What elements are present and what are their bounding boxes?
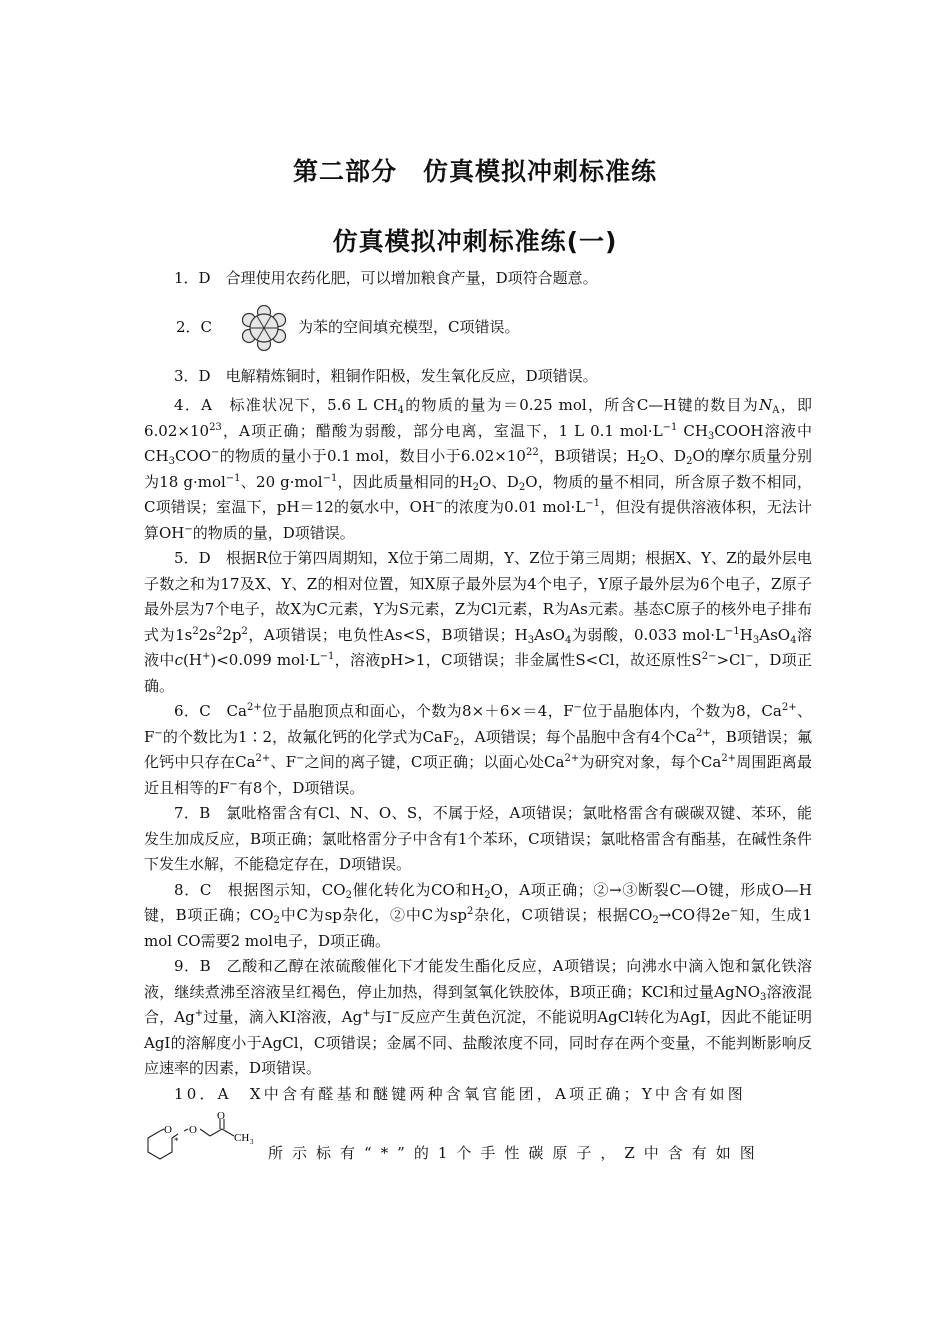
svg-text:*: * xyxy=(174,1136,179,1146)
benzene-space-filling-model-icon xyxy=(240,305,288,351)
svg-text:O: O xyxy=(217,1111,225,1122)
answer-q2-text: 为苯的空间填充模型，C项错误。 xyxy=(298,317,520,336)
answer-q2-number: 2．C xyxy=(176,317,213,336)
answer-q6: 6．C $Ca^{2+}$位于晶胞顶点和面心，个数为8×＋6×＝4，F−位于晶胞体内，个数为8，$Ca^{2+}$、F−的个数比为1∶2，故氟化钙的化学式为CaF$_2$，A项错误；每个晶胞中含有4个$Ca^{2+}$，B项错误；氟化钙中只存在$Ca^{2+}$、F−之间的离子键，C项正确；以面心处$Ca^{2+}$为研究对象，每个$Ca^{2+}$周围距离最近且相等的F−有8个，D项错误。 xyxy=(144,702,812,797)
svg-text:O: O xyxy=(164,1124,172,1136)
answer-q10-head: 10．A X中含有醛基和醚键两种含氧官能团，A项正确；Y中含有如图 xyxy=(174,1084,746,1103)
answer-q5: 5．D 根据R位于第四周期知，X位于第二周期，Y、Z位于第三周期；根据X、Y、Z的最外层电子数之和为17及X、Y、Z的相对位置，知X原子最外层为4个电子，Y原子最外层为6个电子，Z原子最外层为7个电子，故X为C元素，Y为S元素，Z为Cl元素，R为As元素。基态C原子的核外电子排布式为$1s^22s^22p^2$，A项错误；电负性As<S，B项错误；$H_3AsO_4$为弱酸，0.033 $mol\cdot L^{-1}H_3AsO_4$溶液中c(H+)<0.099 $mol\cdot L^{-1}$，溶液pH>1，C项错误；非金属性S<Cl，故还原性$S^{2-}>Cl^-$，D项正确。 xyxy=(144,549,813,695)
answer-q9: 9．B 乙酸和乙醇在浓硫酸催化下才能发生酯化反应，A项错误；向沸水中滴入饱和氯化铁溶液，继续煮沸至溶液呈红褐色，停止加热，得到氢氧化铁胶体，B项正确；KCl和过量AgNO$_3$溶液混合，Ag+过量，滴入KI溶液，Ag+与I−反应产生黄色沉淀，不能说明AgCl转化为AgI，因此不能证明AgI的溶解度小于AgCl，C项错误；金属不同、盐酸浓度不同，同时存在两个变量，不能判断影响反应速率的因素，D项错误。 xyxy=(144,957,812,1077)
part-title: 第二部分 仿真模拟冲刺标准练 xyxy=(292,157,657,186)
answer-q2 xyxy=(144,292,812,364)
answer-q4: 4．A 标准状况下，5.6 L $CH_4$的物质的量为＝0.25 mol，所含C—H键的数目为$N_A$，即$6.02\times 10^{23}$，A项正确；醋酸为弱酸，部分电离，室温下，1 L 0.1 $mol\cdot L^{-1}$ $CH_3COOH$溶液中$CH_3COO^-$的物质的量小于0.1 mol，数目小于$6.02\times 10^{22}$，B项错误；$H_2O$、$D_2O$的摩尔质量分别为18 g·mol$^{-1}$、20 g·mol$^{-1}$，因此质量相同的$H_2O$、$D_2O$，物质的量不相同，所含原子数不相同，C项错误；室温下，pH＝12的氨水中，OH−的浓度为0.01 $mol\cdot L^{-1}$，但没有提供溶液体积，无法计算OH−的物质的量，D项错误。 xyxy=(144,396,812,542)
section-title: 仿真模拟冲刺标准练(一) xyxy=(332,227,618,256)
svg-text:3: 3 xyxy=(250,1138,254,1146)
tetrahydropyranyl-ether-structure-icon xyxy=(144,1111,276,1165)
answer-q7: 7．B 氯吡格雷含有Cl、N、O、S，不属于烃，A项错误；氯吡格雷含有碳碳双键、苯环，能发生加成反应，B项正确；氯吡格雷分子中含有1个苯环，C项错误；氯吡格雷含有酯基，在碱性条件下发生水解，不能稳定存在，D项错误。 xyxy=(144,804,812,873)
answer-q1: 1．D 合理使用农药化肥，可以增加粮食产量，D项符合题意。 xyxy=(174,269,598,287)
answer-list xyxy=(144,266,812,1167)
answer-q10-tail: 所示标有“*”的1个手性碳原子，Z中含有如图 xyxy=(268,1144,764,1162)
svg-text:CH: CH xyxy=(234,1132,250,1144)
answer-q3: 3．D 电解精炼铜时，粗铜作阳极，发生氧化反应，D项错误。 xyxy=(174,366,598,385)
svg-text:O: O xyxy=(189,1124,197,1136)
answer-q8: 8．C 根据图示知，$CO_2$催化转化为CO和$H_2O$，A项正确；②→③断裂C—O键，形成O—H键，B项正确；$CO_2$中C为sp杂化，②中C为$sp^2$杂化，C项错误；根据$CO_2\to CO$得2e−知，生成1 mol CO需要2 mol电子，D项正确。 xyxy=(144,880,813,950)
